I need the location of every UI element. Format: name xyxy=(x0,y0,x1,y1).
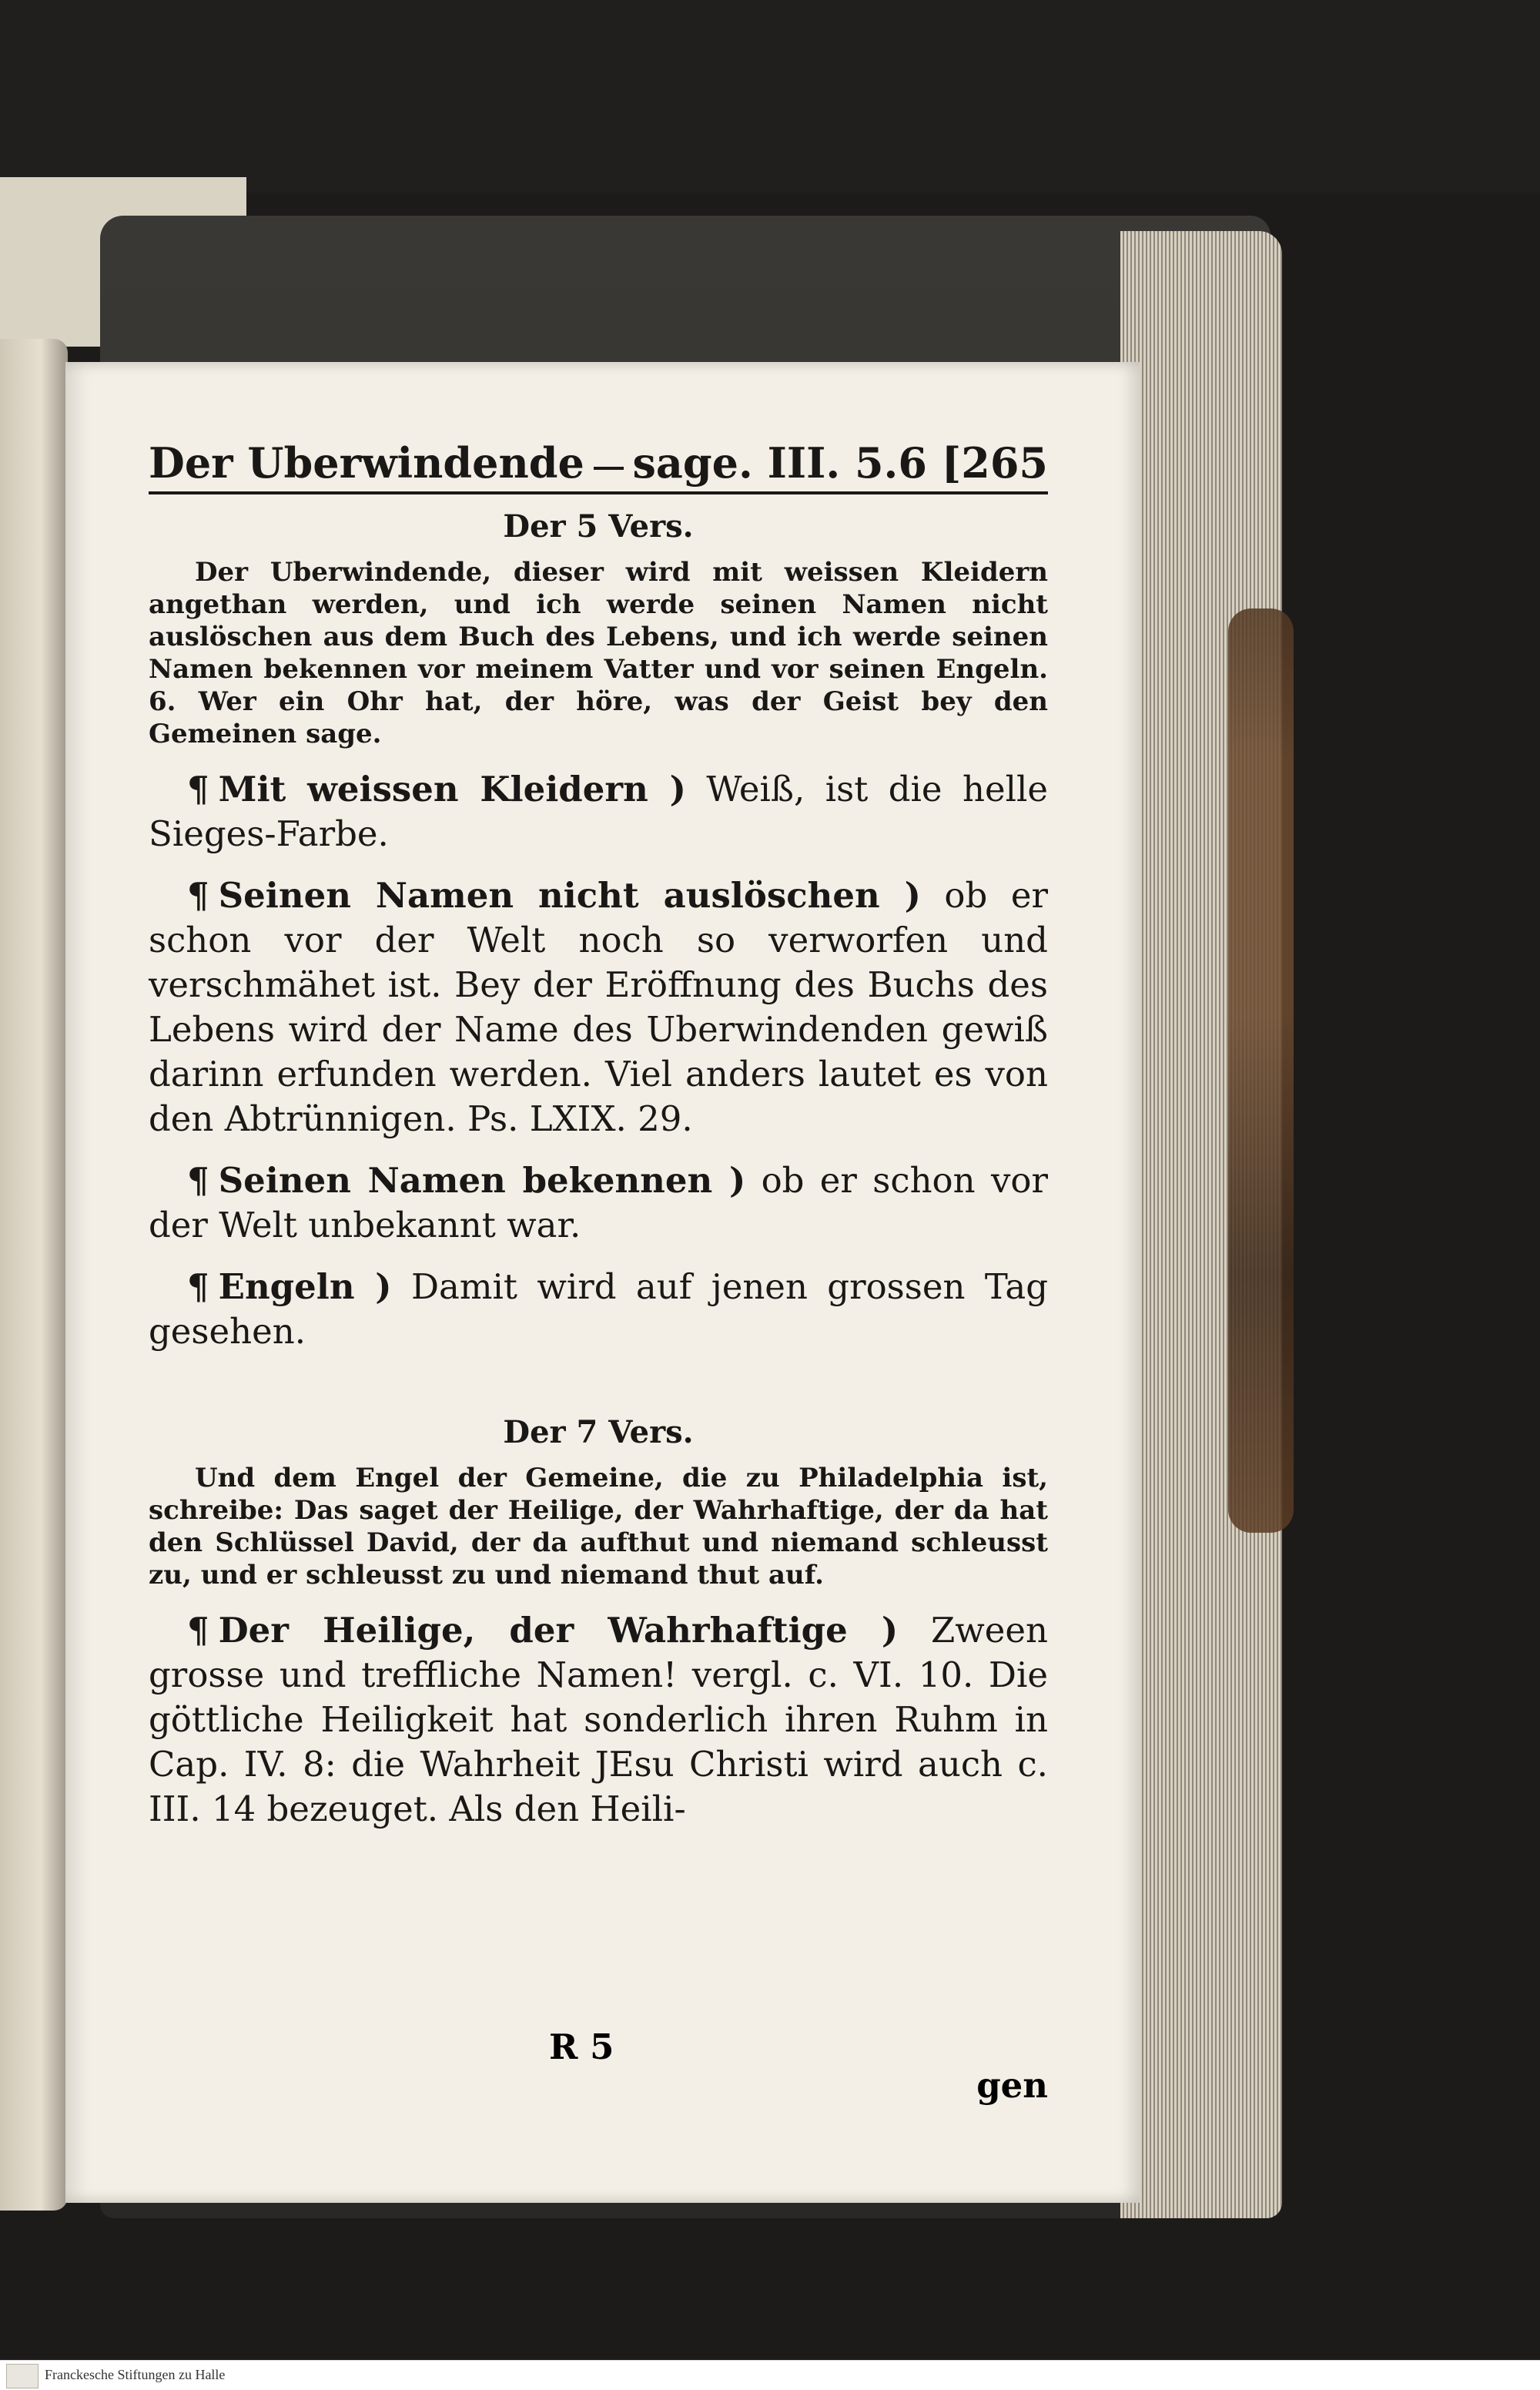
commentary xyxy=(149,1158,1048,1248)
dark-background xyxy=(0,0,1540,193)
commentary-text: Zween grosse und treffliche Namen! vergl. c. VI. 10. Die göttliche Heiligkeit hat sonderlich ihren Ruhm in Cap. IV. 8: die Wahrheit JEsu Christi wird auch c. III. 14 bezeuget. Als den Heili- xyxy=(149,1610,1048,1829)
commentary-lemma: Seinen Namen nicht auslöschen ) xyxy=(218,875,921,916)
commentary xyxy=(149,873,1048,1141)
page-footer xyxy=(149,2026,1048,2110)
pilcrow-mark: ¶ xyxy=(187,875,209,916)
running-header xyxy=(149,439,1048,494)
verse-section xyxy=(149,1414,1048,1832)
commentary xyxy=(149,1608,1048,1832)
text-block xyxy=(149,439,1048,1832)
verse-text: Und dem Engel der Gemeine, die zu Philadelphia ist, schreibe: Das saget der Heilige, der Wahrhaftige, der da hat den Schlüssel David, der da aufthut und niemand schleusst zu, und er schleusst zu und niemand thut auf. xyxy=(149,1463,1048,1591)
verse-text: Der Uberwindende, dieser wird mit weissen Kleidern angethan werden, und ich werde seinen Namen nicht auslöschen aus dem Buch des Lebens, und ich werde seinen Namen bekennen vor meinem Vatter und vor seinen Engeln. 6. Wer ein Ohr hat, der höre, was der Geist bey den Gemeinen sage. xyxy=(149,557,1048,749)
pilcrow-mark: ¶ xyxy=(187,1160,209,1201)
commentary-text: ob er schon vor der Welt noch so verworfen und verschmähet ist. Bey der Eröffnung des Buchs des Lebens wird der Name des Uberwindenden gewiß darinn erfunden werden. Viel anders lautet es von den Abtrünnigen. Ps. LXIX. 29. xyxy=(149,875,1048,1139)
commentary-lemma: Seinen Namen bekennen ) xyxy=(218,1160,746,1201)
header-left: Der Uberwindende xyxy=(149,438,584,488)
attribution-caption: Franckesche Stiftungen zu Halle xyxy=(45,2367,226,2382)
pilcrow-mark: ¶ xyxy=(187,769,209,810)
section-title: Der 7 Vers. xyxy=(503,1414,694,1450)
commentary-text: Damit wird auf jenen grossen Tag gesehen. xyxy=(149,1266,1048,1352)
pilcrow-mark: ¶ xyxy=(187,1610,209,1651)
commentary xyxy=(149,1265,1048,1354)
section-title: Der 5 Vers. xyxy=(503,508,694,545)
commentary-lemma: Mit weissen Kleidern ) xyxy=(218,769,686,810)
catchword: gen xyxy=(976,2065,1048,2106)
commentary-lemma: Der Heilige, der Wahrhaftige ) xyxy=(218,1610,899,1651)
verse-section xyxy=(149,508,1048,1354)
commentary xyxy=(149,767,1048,856)
pilcrow-mark: ¶ xyxy=(187,1266,209,1307)
facing-page-edge xyxy=(0,339,68,2211)
header-dash xyxy=(594,467,624,470)
section-spacer xyxy=(149,1354,1048,1400)
signature-mark: R 5 xyxy=(549,2026,614,2067)
commentary-lemma: Engeln ) xyxy=(218,1266,392,1307)
commentary-text: ob er schon vor der Welt unbekannt war. xyxy=(149,1160,1048,1245)
institution-logo xyxy=(6,2364,38,2388)
book-page xyxy=(65,362,1140,2203)
commentary-text: Weiß, ist die helle Sieges-Farbe. xyxy=(149,769,1048,854)
foxed-page-edge xyxy=(1228,608,1294,1533)
attribution-bar xyxy=(0,2360,1540,2390)
header-right: sage. III. 5.6 [265 xyxy=(632,438,1048,488)
